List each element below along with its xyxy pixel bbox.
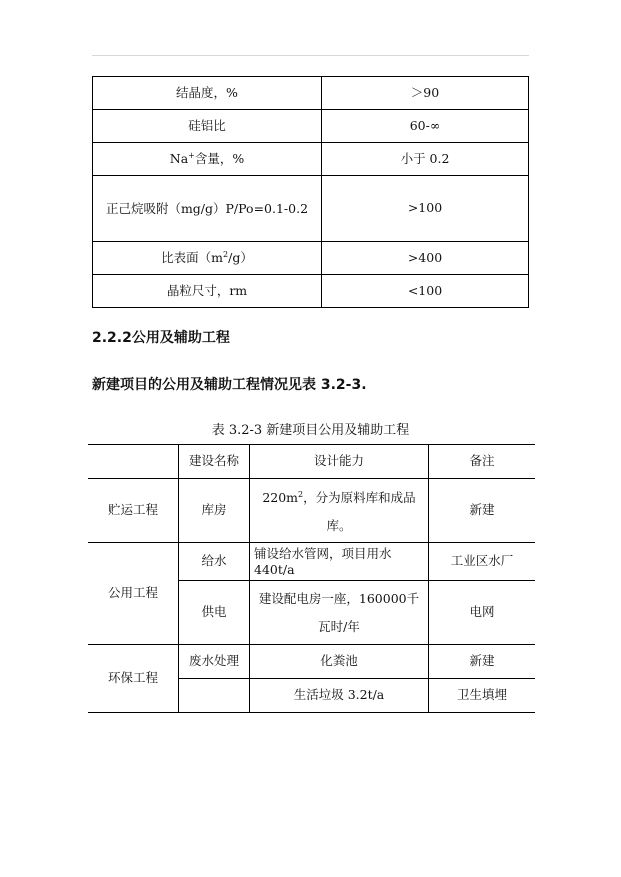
header-cell <box>88 445 179 479</box>
capacity-cell <box>250 479 429 543</box>
spec-value: <100 <box>322 275 529 308</box>
name-cell: 给水 <box>179 543 250 581</box>
note-cell: 卫生填埋 <box>429 679 536 713</box>
table-row <box>93 143 529 176</box>
table-header-row <box>88 445 535 479</box>
table-row <box>88 479 535 543</box>
page-header-rule <box>92 55 529 56</box>
intro-paragraph: 新建项目的公用及辅助工程情况见表 3.2-3. <box>92 377 367 393</box>
note-cell: 新建 <box>429 645 536 679</box>
label-part: 含量，% <box>194 150 245 166</box>
table-caption: 表 3.2-3 新建项目公用及辅助工程 <box>211 423 410 438</box>
note-cell: 电网 <box>429 581 536 645</box>
capacity-part: 220m <box>262 490 299 505</box>
label-part: Na <box>169 150 189 166</box>
superscript: 2 <box>298 490 304 499</box>
capacity-part: ，分为原料库和成品库。 <box>303 490 416 533</box>
spec-label: 硅铝比 <box>93 110 322 143</box>
category-cell: 贮运工程 <box>88 479 179 543</box>
category-cell: 公用工程 <box>88 543 179 645</box>
header-cell: 备注 <box>429 445 536 479</box>
utilities-table <box>88 444 535 713</box>
spec-value: ＞90 <box>322 77 529 110</box>
header-cell: 设计能力 <box>250 445 429 479</box>
spec-table <box>92 76 529 308</box>
capacity-cell: 建设配电房一座，160000千瓦时/年 <box>250 581 429 645</box>
name-cell: 供电 <box>179 581 250 645</box>
superscript: + <box>188 150 195 160</box>
header-cell: 建设名称 <box>179 445 250 479</box>
name-cell: 库房 <box>179 479 250 543</box>
spec-label: 结晶度，% <box>93 77 322 110</box>
name-cell <box>179 679 250 713</box>
table-row <box>93 242 529 275</box>
note-cell: 新建 <box>429 479 536 543</box>
name-cell: 废水处理 <box>179 645 250 679</box>
spec-label <box>93 143 322 176</box>
table-row <box>93 110 529 143</box>
category-cell: 环保工程 <box>88 645 179 713</box>
table-row <box>88 645 535 679</box>
label-part: /g） <box>228 249 253 265</box>
spec-value: 60-∞ <box>322 110 529 143</box>
superscript: 2 <box>223 249 229 259</box>
spec-label: 晶粒尺寸，rm <box>93 275 322 308</box>
note-cell: 工业区水厂 <box>429 543 536 581</box>
spec-value: >400 <box>322 242 529 275</box>
section-heading: 2.2.2公用及辅助工程 <box>92 330 230 346</box>
capacity-cell: 生活垃圾 3.2t/a <box>250 679 429 713</box>
table-row <box>93 77 529 110</box>
label-part: 比表面（m <box>161 249 224 265</box>
capacity-cell: 化粪池 <box>250 645 429 679</box>
table-row <box>93 176 529 242</box>
spec-label: 正己烷吸附（mg/g）P/Po=0.1-0.2 <box>93 176 322 242</box>
spec-label <box>93 242 322 275</box>
spec-value: 小于 0.2 <box>322 143 529 176</box>
table-row <box>88 543 535 581</box>
capacity-cell: 铺设给水管网，项目用水440t/a <box>250 543 429 581</box>
table-row <box>93 275 529 308</box>
spec-value: >100 <box>322 176 529 242</box>
